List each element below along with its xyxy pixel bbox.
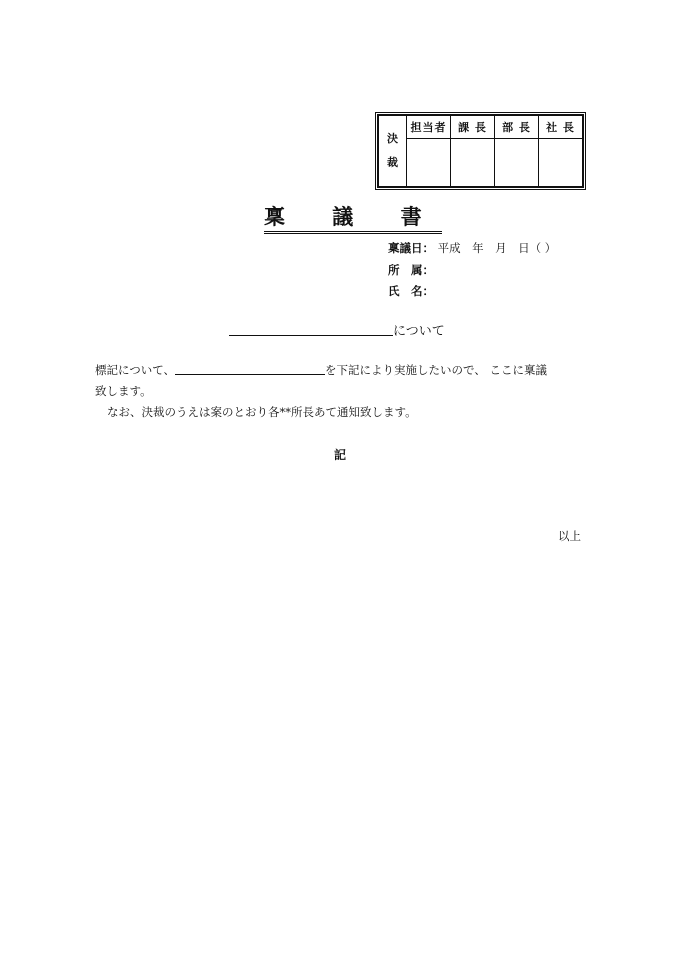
name-label: 氏 名： <box>388 284 434 298</box>
ijou-closing: 以上 <box>558 529 581 543</box>
stamp-cell-shachou[interactable] <box>539 139 583 187</box>
subject-line <box>229 320 445 339</box>
ki-heading: 記 <box>334 448 347 462</box>
approval-stamp-box <box>375 112 586 190</box>
approval-side-label <box>379 116 407 187</box>
approval-side-label-2: 裁 <box>387 156 398 169</box>
stamp-cell-kachou[interactable] <box>451 139 495 187</box>
body-line-2: 致します。 <box>95 384 152 398</box>
date-value: 平成 年 月 日（ ） <box>437 241 557 255</box>
body-line-3: なお、決裁のうえは案のとおり各**所長あて通知致します。 <box>107 405 417 419</box>
document-title: 稟 議 書 <box>264 204 442 234</box>
approval-header-tantousha: 担当者 <box>407 116 451 139</box>
dept-row <box>388 262 434 278</box>
approval-side-label-1: 決 <box>387 132 398 145</box>
dept-label: 所 属： <box>388 263 434 277</box>
date-row <box>388 240 556 256</box>
body-line-1-suffix: を下記により実施したいので、 ここに稟議 <box>325 363 547 377</box>
date-label: 稟議日： <box>388 241 434 255</box>
approval-header-kachou: 課 長 <box>451 116 495 139</box>
approval-header-buchou: 部 長 <box>495 116 539 139</box>
stamp-cell-buchou[interactable] <box>495 139 539 187</box>
body-line-1-prefix: 標記について、 <box>95 363 176 377</box>
approval-table <box>378 115 583 187</box>
approval-header-shachou: 社 長 <box>539 116 583 139</box>
stamp-cell-tantousha[interactable] <box>407 139 451 187</box>
name-row <box>388 283 434 299</box>
subject-suffix: について <box>393 324 445 339</box>
body-line-1 <box>95 362 547 378</box>
subject-blank[interactable] <box>229 322 393 336</box>
body-blank[interactable] <box>175 362 325 375</box>
